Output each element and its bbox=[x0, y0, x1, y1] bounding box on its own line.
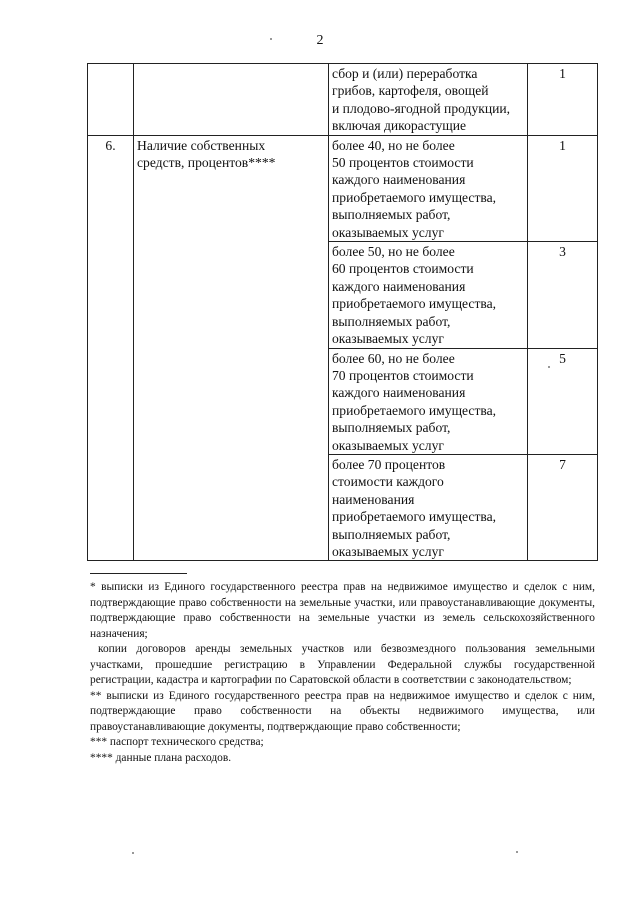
score: 3 bbox=[528, 242, 598, 348]
page-number: 2 bbox=[316, 33, 324, 48]
score: 7 bbox=[528, 454, 598, 560]
criteria-table bbox=[87, 63, 598, 561]
row-number: 6. bbox=[88, 135, 134, 561]
criterion-value: сбор и (или) переработка грибов, картофеля, овощей и плодово-ягодной продукции, включая дикорастущие bbox=[329, 64, 528, 136]
scan-speck bbox=[270, 38, 272, 40]
footnote: *** паспорт технического средства; bbox=[90, 736, 264, 748]
footnotes bbox=[90, 573, 595, 766]
footnote: * выписки из Единого государственного реестра прав на недвижимое имущество и сделок с ним, подтверждающие право собственности на земельные участки, или правоустанавливающие документы, подтверждающие право собственности на земельные участки из земель сельскохозяйственного назначения; bbox=[90, 581, 595, 640]
footnote-divider bbox=[90, 573, 187, 574]
scan-speck bbox=[132, 852, 134, 854]
criterion-value: более 50, но не более 60 процентов стоимости каждого наименования приобретаемого имущества, выполняемых работ, оказываемых услуг bbox=[329, 242, 528, 348]
criterion-name bbox=[134, 64, 329, 136]
criterion-value: более 70 процентов стоимости каждого наименования приобретаемого имущества, выполняемых работ, оказываемых услуг bbox=[329, 454, 528, 560]
score: 1 bbox=[528, 64, 598, 136]
footnote: копии договоров аренды земельных участков или безвозмездного пользования земельными участками, прошедшие регистрацию в Управлении Федеральной службы государственной регистрации, кадастра и картографии по Саратовской области в соответствии с законодательством; bbox=[90, 643, 595, 686]
footnote: **** данные плана расходов. bbox=[90, 751, 232, 764]
scan-speck bbox=[548, 366, 550, 368]
score: 5 bbox=[528, 348, 598, 454]
criterion-name: Наличие собственных средств, процентов**** bbox=[134, 135, 329, 561]
score: 1 bbox=[528, 135, 598, 241]
criterion-value: более 60, но не более 70 процентов стоимости каждого наименования приобретаемого имущества, выполняемых работ, оказываемых услуг bbox=[329, 348, 528, 454]
criterion-value: более 40, но не более 50 процентов стоимости каждого наименования приобретаемого имущества, выполняемых работ, оказываемых услуг bbox=[329, 135, 528, 241]
footnote: ** выписки из Единого государственного реестра прав на недвижимое имущество и сделок с ним, подтверждающие право собственности на объекты недвижимого имущества, или правоустанавливающие документы, подтверждающие право собственности; bbox=[90, 689, 595, 733]
row-number bbox=[88, 64, 134, 136]
table-row bbox=[88, 135, 598, 241]
table-row bbox=[88, 64, 598, 136]
scan-speck bbox=[516, 851, 518, 853]
